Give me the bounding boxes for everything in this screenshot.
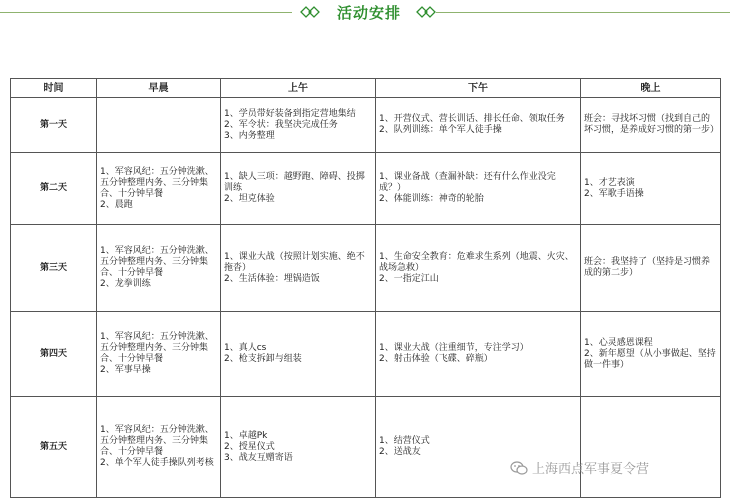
cell-line: 2、一指定江山: [379, 273, 439, 284]
morning-cell: [97, 98, 221, 153]
evening-cell: [581, 153, 721, 225]
afternoon-cell: [376, 153, 581, 225]
cell-line: 3、内务整理: [224, 130, 275, 141]
table-row: [11, 397, 721, 498]
page-title: 活动安排: [336, 4, 401, 22]
cell-line: 班会：我坚持了（坚持是习惯养成的第二步）: [584, 257, 711, 278]
cell-line: 1、开营仪式、营长训话、排长任命、领取任务: [379, 114, 565, 124]
afternoon-cell: [376, 397, 581, 498]
column-header-forenoon: 上午: [221, 79, 376, 98]
column-header-evening: 晚上: [581, 79, 721, 98]
evening-cell: [581, 98, 721, 153]
cell-line: 1、才艺表演: [584, 177, 635, 188]
banner-line-left: [0, 12, 292, 13]
wechat-icon: [510, 461, 528, 475]
banner-line-right: [436, 12, 730, 13]
cell-line: 1、结营仪式: [379, 436, 430, 446]
afternoon-cell: [376, 312, 581, 397]
column-header-afternoon: 下午: [376, 79, 581, 98]
cell-line: 2、龙拳训练: [100, 279, 151, 289]
evening-cell: [581, 312, 721, 397]
table-row: [11, 98, 721, 153]
cell-line: 1、缺人三项：越野跑、障碍、投掷训练: [224, 172, 365, 193]
table-row: [11, 225, 721, 312]
morning-cell: [97, 153, 221, 225]
day-label: 第五天: [11, 397, 97, 498]
day-label: 第四天: [11, 312, 97, 397]
table-row: [11, 153, 721, 225]
cell-line: 1、生命安全教育：危难求生系列（地震、火灾、战场急救）: [379, 251, 574, 273]
column-header-time: 时间: [11, 79, 97, 98]
forenoon-cell: [221, 98, 376, 153]
forenoon-cell: [221, 153, 376, 225]
cell-line: 1、课业大战（按照计划实施、绝不拖沓）: [224, 251, 365, 273]
cell-line: 2、单个军人徒手操队列考核: [100, 458, 214, 468]
schedule-table: [10, 78, 721, 498]
header-row: [11, 79, 721, 98]
cell-line: 1、学员带好装备到指定营地集结: [224, 108, 356, 119]
cell-line: 2、枪支拆卸与组装: [224, 354, 302, 364]
evening-cell: [581, 225, 721, 312]
day-label: 第一天: [11, 98, 97, 153]
forenoon-cell: [221, 225, 376, 312]
diamond-ornament-right-icon: [414, 4, 436, 20]
cell-line: 2、射击体验（飞碟、碎瓶）: [379, 354, 493, 364]
forenoon-cell: [221, 397, 376, 498]
cell-line: 1、课业备战（查漏补缺：还有什么作业没完成？）: [379, 172, 556, 193]
cell-line: 1、军容风纪：五分钟洗漱、五分钟整理内务、三分钟集合、十分钟早餐: [100, 425, 214, 457]
evening-cell: [581, 397, 721, 498]
morning-cell: [97, 397, 221, 498]
afternoon-cell: [376, 225, 581, 312]
day-label: 第二天: [11, 153, 97, 225]
day-label: 第三天: [11, 225, 97, 312]
cell-line: 班会：寻找坏习惯（找到自己的坏习惯，是养成好习惯的第一步）: [584, 114, 720, 135]
cell-line: 2、体能训练：神奇的轮胎: [379, 194, 484, 204]
cell-line: 1、军容风纪：五分钟洗漱、五分钟整理内务、三分钟集合、十分钟早餐: [100, 166, 214, 199]
forenoon-cell: [221, 312, 376, 397]
cell-line: 2、授星仪式: [224, 441, 275, 452]
cell-line: 2、新年愿望（从小事做起、坚持做一件事）: [584, 348, 716, 370]
cell-line: 2、坦克体验: [224, 194, 275, 204]
cell-line: 2、军事早操: [100, 365, 151, 375]
diamond-ornament-left-icon: [300, 4, 322, 20]
cell-line: 1、课业大战（注重细节，专注学习）: [379, 343, 529, 353]
cell-line: 2、队列训练：单个军人徒手操: [379, 125, 502, 135]
cell-line: 1、心灵感恩课程: [584, 337, 653, 348]
afternoon-cell: [376, 98, 581, 153]
cell-line: 1、真人cs: [224, 343, 267, 353]
column-header-morning: 早晨: [97, 79, 221, 98]
cell-line: 2、生活体验：埋锅造饭: [224, 273, 320, 284]
cell-line: 2、军令状：我坚决完成任务: [224, 119, 338, 130]
watermark: [510, 460, 710, 480]
watermark-text: 上海西点军事夏令营: [532, 462, 650, 477]
cell-line: 2、送战友: [379, 447, 421, 457]
cell-line: 2、军歌手语操: [584, 188, 644, 199]
cell-line: 1、卓越Pk: [224, 430, 268, 441]
cell-line: 1、军容风纪：五分钟洗漱、五分钟整理内务、三分钟集合、十分钟早餐: [100, 246, 214, 278]
cell-line: 1、军容风纪：五分钟洗漱、五分钟整理内务、三分钟集合、十分钟早餐: [100, 332, 214, 364]
title-banner: [0, 0, 730, 26]
morning-cell: [97, 312, 221, 397]
morning-cell: [97, 225, 221, 312]
cell-line: 3、战友互赠寄语: [224, 452, 293, 463]
table-row: [11, 312, 721, 397]
cell-line: 2、晨跑: [100, 199, 133, 210]
